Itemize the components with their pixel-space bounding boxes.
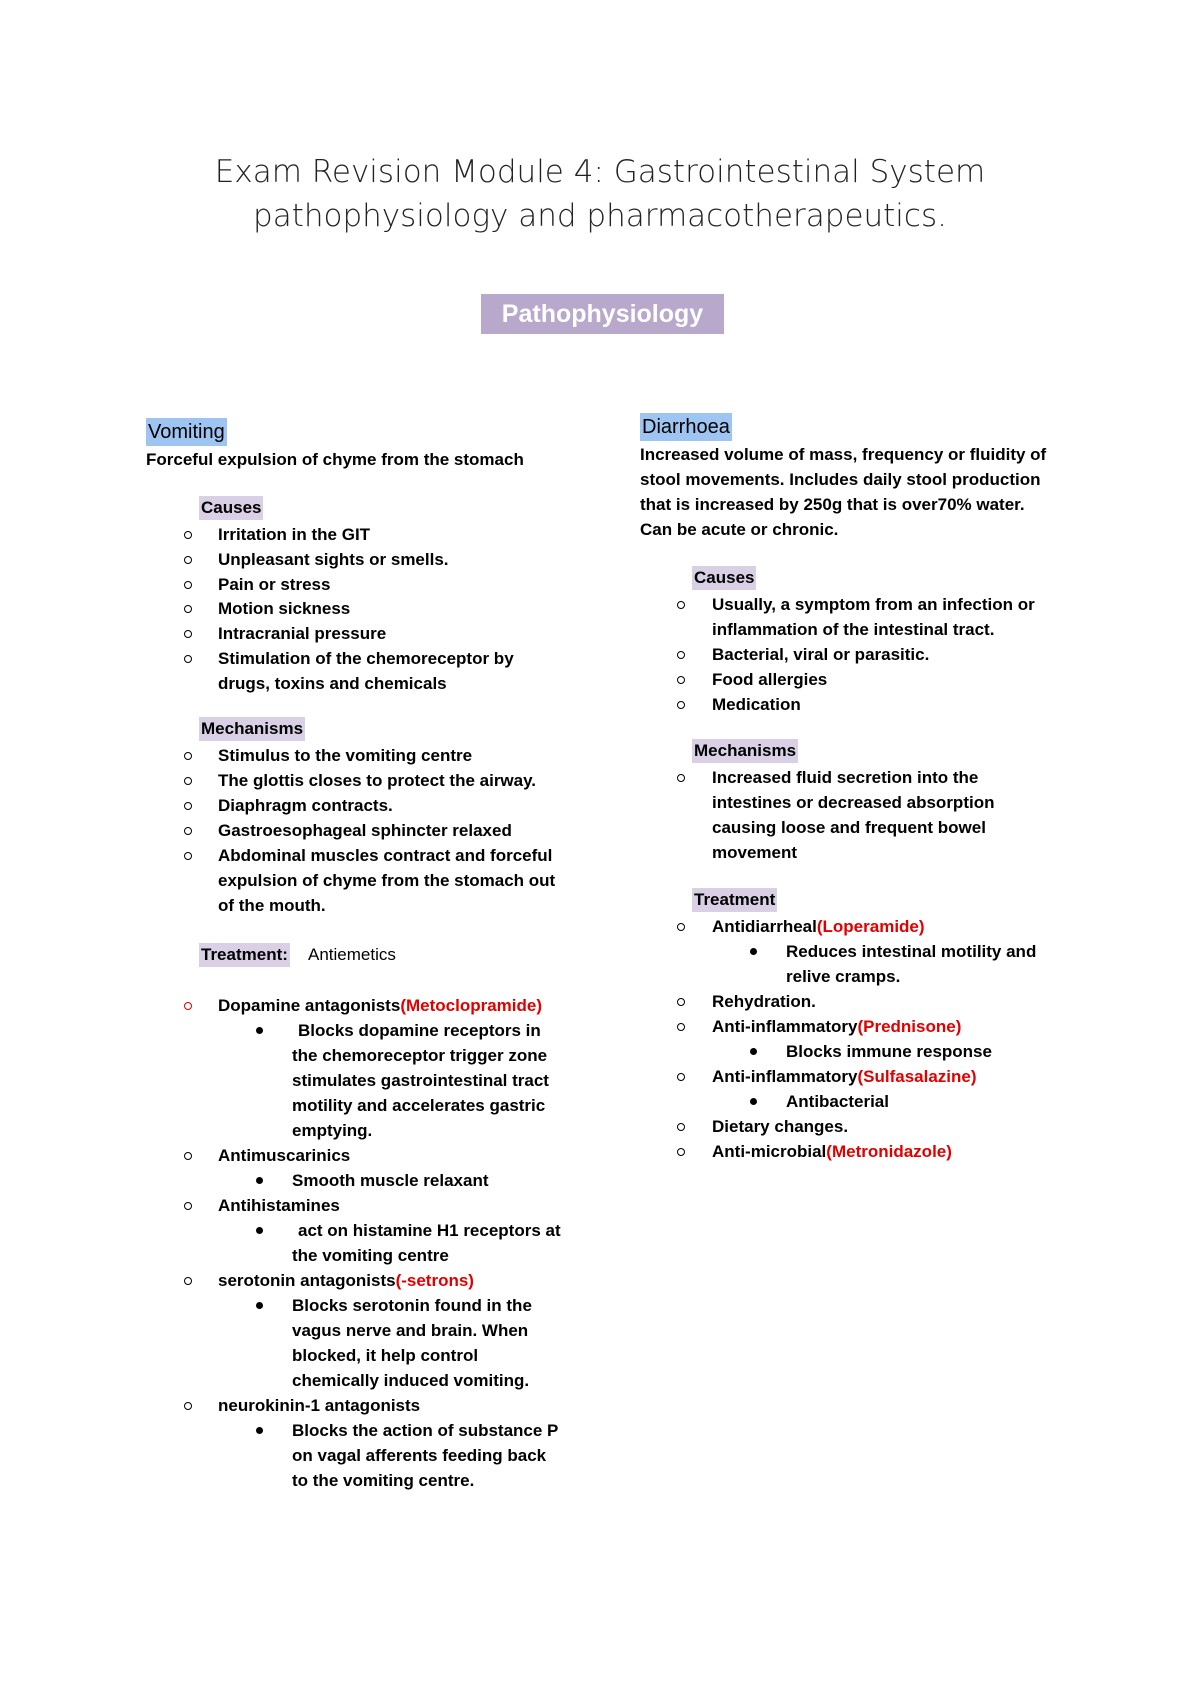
list-item-continuation: movement bbox=[712, 843, 798, 862]
dot-bullet-icon bbox=[750, 1098, 757, 1105]
list-item: Gastroesophageal sphincter relaxed bbox=[184, 818, 512, 843]
list-item-continuation: causing loose and frequent bowel bbox=[712, 818, 986, 837]
title-line-2: pathophysiology and pharmacotherapeutics. bbox=[253, 198, 947, 234]
list-item: Irritation in the GIT bbox=[184, 522, 370, 547]
list-item: Anti-microbial(Metronidazole) bbox=[677, 1139, 952, 1164]
circle-bullet-icon bbox=[184, 1402, 192, 1410]
sub-list-item-continuation: relive cramps. bbox=[786, 967, 901, 986]
list-item: Unpleasant sights or smells. bbox=[184, 547, 449, 572]
circle-bullet-icon bbox=[677, 1073, 685, 1081]
circle-bullet-icon bbox=[677, 601, 685, 609]
list-item: Bacterial, viral or parasitic. bbox=[677, 642, 929, 667]
sub-list-item: act on histamine H1 receptors at bbox=[256, 1218, 561, 1243]
circle-bullet-icon bbox=[677, 998, 685, 1006]
list-item: Pain or stress bbox=[184, 572, 330, 597]
list-item-continuation: expulsion of chyme from the stomach out bbox=[218, 871, 556, 890]
circle-bullet-icon bbox=[677, 676, 685, 684]
circle-bullet-icon bbox=[184, 556, 192, 564]
drug-name: (Loperamide) bbox=[816, 917, 925, 936]
circle-bullet-icon bbox=[184, 802, 192, 810]
sub-list-item: Blocks dopamine receptors in bbox=[256, 1018, 541, 1043]
dot-bullet-icon bbox=[256, 1027, 263, 1034]
vomiting-treatment-label: Treatment: bbox=[199, 943, 290, 967]
circle-bullet-icon bbox=[184, 581, 192, 589]
sub-list-item-continuation: emptying. bbox=[292, 1121, 373, 1140]
list-item: neurokinin-1 antagonists bbox=[184, 1393, 420, 1418]
list-item: Stimulus to the vomiting centre bbox=[184, 743, 472, 768]
circle-bullet-icon bbox=[677, 1023, 685, 1031]
drug-name: (Sulfasalazine) bbox=[857, 1067, 977, 1086]
dot-bullet-icon bbox=[750, 948, 757, 955]
page-title bbox=[0, 150, 1200, 238]
drug-name: (Prednisone) bbox=[857, 1017, 962, 1036]
circle-bullet-icon bbox=[184, 655, 192, 663]
list-item: Diaphragm contracts. bbox=[184, 793, 393, 818]
sub-list-item-continuation: the chemoreceptor trigger zone bbox=[292, 1046, 548, 1065]
circle-bullet-icon bbox=[677, 774, 685, 782]
circle-bullet-icon bbox=[677, 1148, 685, 1156]
circle-bullet-icon bbox=[677, 701, 685, 709]
dot-bullet-icon bbox=[256, 1227, 263, 1234]
circle-bullet-icon bbox=[184, 1002, 192, 1010]
sub-list-item-continuation: blocked, it help control bbox=[292, 1346, 479, 1365]
circle-bullet-icon bbox=[184, 605, 192, 613]
dot-bullet-icon bbox=[256, 1177, 263, 1184]
list-item: Anti-inflammatory(Prednisone) bbox=[677, 1014, 961, 1039]
sub-list-item: Blocks serotonin found in the bbox=[256, 1293, 532, 1318]
circle-bullet-icon bbox=[184, 777, 192, 785]
sub-list-item: Blocks the action of substance P bbox=[256, 1418, 558, 1443]
list-item: Abdominal muscles contract and forceful bbox=[184, 843, 552, 868]
drug-name: (Metoclopramide) bbox=[400, 996, 542, 1015]
list-item-continuation: of the mouth. bbox=[218, 896, 326, 915]
dot-bullet-icon bbox=[256, 1427, 263, 1434]
sub-list-item-continuation: to the vomiting centre. bbox=[292, 1471, 475, 1490]
sub-list-item-continuation: stimulates gastrointestinal tract bbox=[292, 1071, 549, 1090]
list-item: Motion sickness bbox=[184, 596, 350, 621]
list-item: Antihistamines bbox=[184, 1193, 340, 1218]
drug-name: (-setrons) bbox=[395, 1271, 474, 1290]
vomiting-definition: Forceful expulsion of chyme from the stomach bbox=[146, 450, 524, 469]
list-item: serotonin antagonists(-setrons) bbox=[184, 1268, 474, 1293]
list-item-continuation: inflammation of the intestinal tract. bbox=[712, 620, 995, 639]
list-item: Dopamine antagonists(Metoclopramide) bbox=[184, 993, 542, 1018]
sub-list-item-continuation: the vomiting centre bbox=[292, 1246, 449, 1265]
list-item: Dietary changes. bbox=[677, 1114, 848, 1139]
title-line-1: Exam Revision Module 4: Gastrointestinal System bbox=[214, 154, 986, 190]
list-item: Antimuscarinics bbox=[184, 1143, 350, 1168]
circle-bullet-icon bbox=[184, 827, 192, 835]
vomiting-heading: Vomiting bbox=[146, 418, 227, 446]
circle-bullet-icon bbox=[184, 1202, 192, 1210]
list-item: Medication bbox=[677, 692, 801, 717]
vomiting-mechanisms-label: Mechanisms bbox=[199, 717, 305, 741]
dot-bullet-icon bbox=[750, 1048, 757, 1055]
sub-list-item-continuation: vagus nerve and brain. When bbox=[292, 1321, 529, 1340]
list-item: Anti-inflammatory(Sulfasalazine) bbox=[677, 1064, 977, 1089]
list-item: Rehydration. bbox=[677, 989, 816, 1014]
circle-bullet-icon bbox=[184, 852, 192, 860]
section-banner: Pathophysiology bbox=[481, 294, 724, 334]
sub-list-item: Smooth muscle relaxant bbox=[256, 1168, 489, 1193]
diarrhoea-mechanisms-label: Mechanisms bbox=[692, 739, 798, 763]
circle-bullet-icon bbox=[677, 923, 685, 931]
list-item: Antidiarrheal(Loperamide) bbox=[677, 914, 925, 939]
list-item: The glottis closes to protect the airway. bbox=[184, 768, 536, 793]
circle-bullet-icon bbox=[677, 1123, 685, 1131]
list-item: Intracranial pressure bbox=[184, 621, 386, 646]
sub-list-item: Antibacterial bbox=[750, 1089, 889, 1114]
circle-bullet-icon bbox=[677, 651, 685, 659]
vomiting-causes-label: Causes bbox=[199, 496, 263, 520]
circle-bullet-icon bbox=[184, 1152, 192, 1160]
list-item: Food allergies bbox=[677, 667, 827, 692]
diarrhoea-causes-label: Causes bbox=[692, 566, 756, 590]
diarrhoea-heading: Diarrhoea bbox=[640, 413, 732, 441]
sub-list-item-continuation: chemically induced vomiting. bbox=[292, 1371, 530, 1390]
circle-bullet-icon bbox=[184, 531, 192, 539]
vomiting-treatment-value: Antiemetics bbox=[308, 945, 396, 964]
circle-bullet-icon bbox=[184, 752, 192, 760]
diarrhoea-definition: Increased volume of mass, frequency or fluidity of stool movements. Includes daily stool production that is increased by 250g that is over70% water. Can be acute or chronic. bbox=[640, 445, 1047, 539]
sub-list-item: Blocks immune response bbox=[750, 1039, 992, 1064]
circle-bullet-icon bbox=[184, 630, 192, 638]
list-item: Stimulation of the chemoreceptor by bbox=[184, 646, 514, 671]
circle-bullet-icon bbox=[184, 1277, 192, 1285]
drug-name: (Metronidazole) bbox=[826, 1142, 952, 1161]
list-item: Usually, a symptom from an infection or bbox=[677, 592, 1035, 617]
sub-list-item: Reduces intestinal motility and bbox=[750, 939, 1036, 964]
list-item: Increased fluid secretion into the bbox=[677, 765, 978, 790]
diarrhoea-treatment-label: Treatment bbox=[692, 888, 777, 912]
dot-bullet-icon bbox=[256, 1302, 263, 1309]
sub-list-item-continuation: motility and accelerates gastric bbox=[292, 1096, 546, 1115]
list-item-continuation: drugs, toxins and chemicals bbox=[218, 674, 447, 693]
list-item-continuation: intestines or decreased absorption bbox=[712, 793, 995, 812]
sub-list-item-continuation: on vagal afferents feeding back bbox=[292, 1446, 547, 1465]
